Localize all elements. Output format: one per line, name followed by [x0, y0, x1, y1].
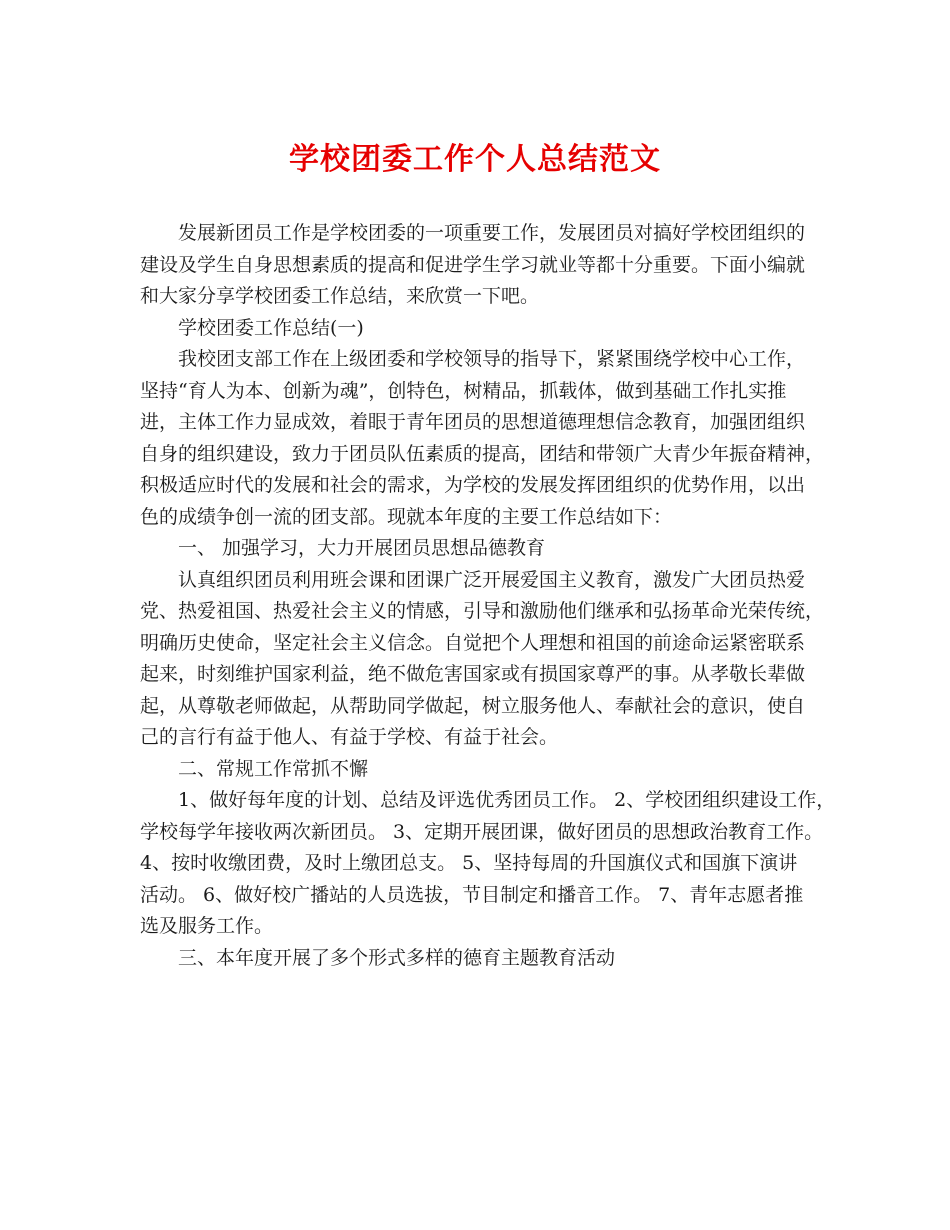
body-line: 活动。 6、做好校广播站的人员选拔，节目制定和播音工作。 7、青年志愿者推 — [140, 883, 804, 906]
body-line: 色的成绩争创一流的团支部。现就本年度的主要工作总结如下： — [140, 505, 673, 528]
body-line: 自身的组织建设，致力于团员队伍素质的提高，团结和带领广大青少年振奋精神， — [140, 442, 825, 465]
body-line: 学校每学年接收两次新团员。 3、定期开展团课，做好团员的思想政治教育工作。 — [140, 820, 824, 843]
body-line: 坚持“育人为本、创新为魂”，创特色，树精品，抓载体，做到基础工作扎实推 — [140, 379, 787, 402]
body-line: 1、做好每年度的计划、总结及评选优秀团员工作。 2、学校团组织建设工作， — [178, 789, 836, 811]
body-line: 积极适应时代的发展和社会的需求，为学校的发展发挥团组织的优势作用，以出 — [140, 474, 806, 496]
body-line: 二、常规工作常抓不懈 — [178, 757, 369, 780]
body-line: 我校团支部工作在上级团委和学校领导的指导下，紧紧围绕学校中心工作， — [178, 348, 806, 370]
document-body — [140, 218, 836, 974]
body-line: 一、 加强学习，大力开展团员思想品德教育 — [178, 537, 546, 559]
body-line: 建设及学生自身思想素质的提高和促进学生学习就业等都十分重要。下面小编就 — [140, 253, 806, 276]
document-title: 学校团委工作个人总结范文 — [289, 142, 661, 177]
body-line: 己的言行有益于他人、有益于学校、有益于社会。 — [140, 726, 559, 748]
body-line: 发展新团员工作是学校团委的一项重要工作，发展团员对搞好学校团组织的 — [178, 222, 806, 244]
body-line: 选及服务工作。 — [140, 915, 274, 937]
body-line: 起，从尊敬老师做起，从帮助同学做起，树立服务他人、奉献社会的意识，使自 — [140, 694, 806, 717]
body-line: 三、本年度开展了多个形式多样的德育主题教育活动 — [178, 946, 616, 969]
body-line: 认真组织团员利用班会课和团课广泛开展爱国主义教育，激发广大团员热爱 — [178, 568, 806, 591]
body-line: 学校团委工作总结(一) — [178, 316, 364, 339]
body-line: 和大家分享学校团委工作总结，来欣赏一下吧。 — [140, 285, 540, 307]
body-line: 起来，时刻维护国家利益，绝不做危害国家或有损国家尊严的事。从孝敬长辈做 — [140, 663, 806, 685]
body-line: 明确历史使命，坚定社会主义信念。自觉把个人理想和祖国的前途命运紧密联系 — [140, 631, 806, 654]
body-line: 进，主体工作力显成效，着眼于青年团员的思想道德理想信念教育，加强团组织 — [140, 411, 806, 433]
body-line: 4、按时收缴团费，及时上缴团总支。 5、坚持每周的升国旗仪式和国旗下演讲 — [140, 852, 798, 874]
body-line: 党、热爱祖国、热爱社会主义的情感，引导和激励他们继承和弘扬革命光荣传统， — [140, 600, 825, 622]
